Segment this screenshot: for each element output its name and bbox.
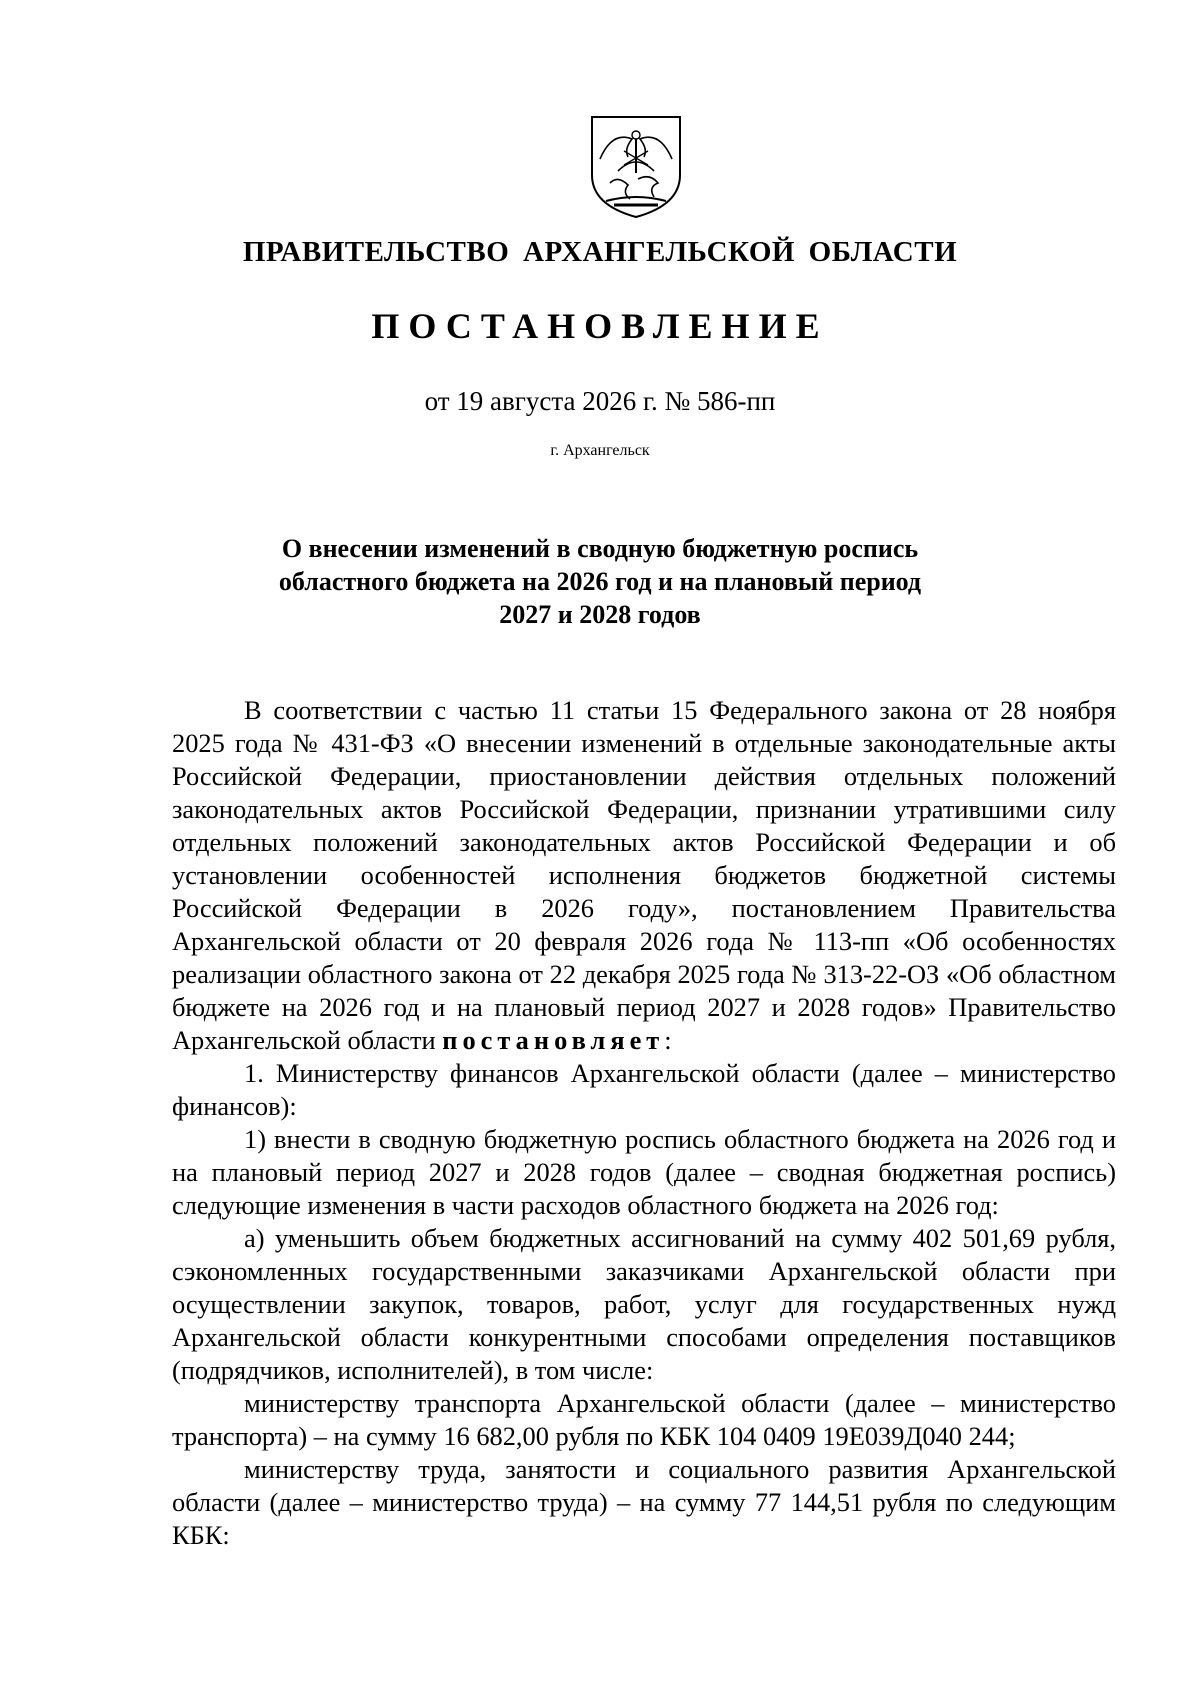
title-line: О внесении изменений в сводную бюджетную роспись (281, 534, 919, 563)
resolves-verb: постановляет (442, 1025, 665, 1055)
document-title (0, 532, 1200, 631)
labor-ministry-item: министерству труда, занятости и социального развития Архангельской области (далее – министерство труда) – на сумму 77 144,51 рубля по следующим КБК: (172, 1454, 1116, 1550)
subclause-a: а) уменьшить объем бюджетных ассигнований на сумму 402 501,69 рубля, сэкономленных государственными заказчиками Архангельской области при осуществлении закупок, товаров, работ, услуг для государственных нужд Архангельской области конкурентными способами определения поставщиков (подрядчиков, исполнителей), в том числе: (172, 1223, 1116, 1385)
government-name: ПРАВИТЕЛЬСТВО АРХАНГЕЛЬСКОЙ ОБЛАСТИ (242, 236, 958, 268)
title-line: 2027 и 2028 годов (499, 600, 701, 629)
transport-ministry-item: министерству транспорта Архангельской области (далее – министерство транспорта) – на сумму 16 682,00 рубля по КБК 104 0409 19Е039Д040 244; (172, 1388, 1116, 1451)
preamble-text: В соответствии с частью 11 статьи 15 Федерального закона от 28 ноября 2025 года № 431-ФЗ «О внесении изменений в отдельные законодательные акты Российской Федерации, приостановлении действия отдельных положений законодательных актов Российской Федерации, признании утратившими силу отдельных положений законодательных актов Российской Федерации и об установлении особенностей исполнения бюджетов бюджетной системы Российской Федерации в 2026 году», постановлением Правительства Архангельской области от 20 февраля 2026 года № 113-пп «Об особенностях реализации областного закона от 22 декабря 2025 года № 313-22-ОЗ «Об областном бюджете на 2026 год и на плановый период 2027 и 2028 годов» Правительство Архангельской области (172, 695, 1116, 1055)
date-and-number: от 19 августа 2026 г. № 586-пп (424, 386, 776, 416)
document-type: ПОСТАНОВЛЕНИЕ (371, 306, 829, 346)
preamble-end: : (664, 1025, 672, 1055)
document-body (172, 694, 1116, 1552)
city-name: г. Архангельск (550, 442, 650, 459)
coat-of-arms-emblem (588, 113, 684, 221)
title-line: областного бюджета на 2026 год и на плановый период (278, 567, 922, 596)
clause-1: 1. Министерству финансов Архангельской области (далее – министерство финансов): (172, 1058, 1116, 1121)
preamble-paragraph (172, 694, 1116, 1057)
subclause-1-1: 1) внести в сводную бюджетную роспись областного бюджета на 2026 год и на плановый период 2027 и 2028 годов (далее – сводная бюджетная роспись) следующие изменения в части расходов областного бюджета на 2026 год: (172, 1124, 1116, 1220)
